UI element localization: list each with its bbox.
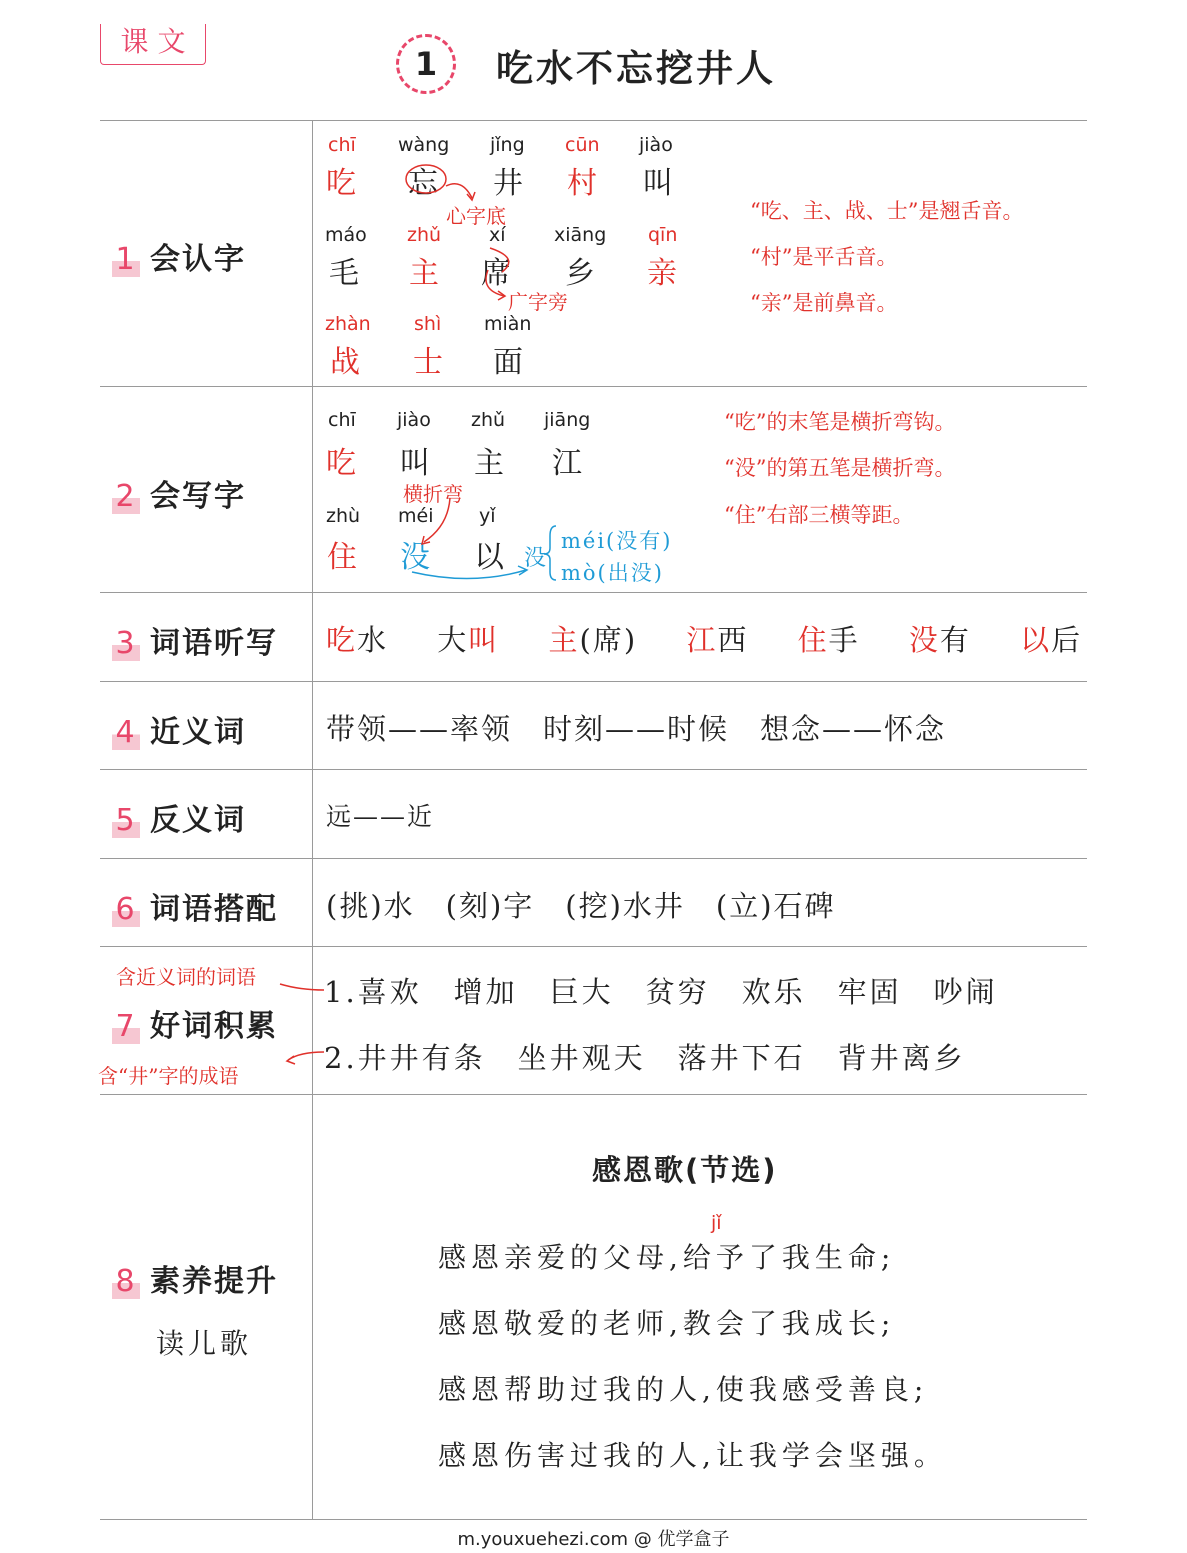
divider	[100, 946, 1087, 947]
polyphone-char: 没	[524, 546, 547, 571]
pinyin: shì	[414, 313, 442, 335]
stroke-note-heng: 横折弯	[403, 482, 463, 506]
poem-line: 感恩伤害过我的人,让我学会坚强。	[438, 1439, 947, 1472]
dictation-word: 住手	[797, 623, 860, 657]
pronunciation-note: “亲”是前鼻音。	[750, 291, 898, 315]
poem-line: 感恩亲爱的父母,给予了我生命;	[438, 1241, 896, 1274]
pinyin: jiào	[639, 134, 673, 156]
character: 士	[413, 345, 443, 380]
row-sublabel-read-song: 读儿歌	[156, 1327, 253, 1360]
page-title: 吃水不忘挖井人	[496, 47, 776, 90]
pinyin: jiào	[397, 409, 431, 431]
pinyin: zhǔ	[471, 409, 506, 431]
character: 江	[552, 446, 582, 481]
divider	[100, 592, 1087, 593]
row-label-antonyms: 5 反义词	[112, 795, 246, 839]
words-annotation: 含“井”字的成语	[98, 1064, 239, 1088]
character: 忘	[408, 166, 438, 201]
pinyin: zhù	[326, 505, 361, 527]
stroke-note: “吃”的末笔是横折弯钩。	[724, 410, 956, 434]
footer-source: m.youxuehezi.com @ 优学盒子	[457, 1529, 730, 1550]
words-annotation-arrows	[270, 960, 330, 1080]
divider	[100, 1519, 1087, 1520]
pronunciation-note: “吃、主、战、士”是翘舌音。	[750, 199, 1024, 223]
dictation-words	[326, 618, 1082, 659]
divider	[100, 858, 1087, 859]
character: 毛	[329, 256, 359, 291]
pinyin: jǐng	[490, 134, 525, 156]
words-annotation: 含近义词的词语	[116, 965, 256, 989]
polyphone-reading: méi(没有)	[561, 529, 673, 553]
stroke-note: “住”右部三横等距。	[724, 503, 914, 527]
synonyms-line: 带领——率领 时刻——时候 想念——怀念	[326, 712, 947, 746]
good-words-line: 1.喜欢 增加 巨大 贫穷 欢乐 牢固 吵闹	[324, 975, 998, 1009]
column-divider	[312, 120, 313, 1519]
divider	[100, 386, 1087, 387]
divider	[100, 1094, 1087, 1095]
pinyin: qīn	[648, 224, 678, 246]
pinyin-ji: jǐ	[711, 1212, 722, 1234]
character: 主	[409, 256, 439, 291]
character: 吃	[326, 446, 356, 481]
poem-line: 感恩帮助过我的人,使我感受善良;	[438, 1373, 929, 1406]
badge-text: 课 文	[120, 25, 186, 58]
character: 井	[493, 166, 523, 201]
pinyin: jiāng	[544, 409, 591, 431]
character: 叫	[643, 166, 673, 201]
pinyin: chī	[328, 409, 356, 431]
character: 乡	[565, 256, 595, 291]
pinyin: zhàn	[325, 313, 371, 335]
character: 主	[474, 446, 504, 481]
character: 村	[567, 166, 597, 201]
poem-line: 感恩敬爱的老师,教会了我成长;	[438, 1307, 896, 1340]
pronunciation-note: “村”是平舌音。	[750, 245, 898, 269]
pinyin: wàng	[398, 134, 450, 156]
character: 吃	[326, 166, 356, 201]
dictation-word: 以后	[1020, 623, 1083, 657]
row-label-write: 2 会写字	[112, 471, 246, 515]
dictation-word: 没有	[908, 623, 971, 657]
character: 面	[493, 345, 523, 380]
lesson-number: 1	[396, 34, 456, 94]
row-label-literacy: 8 素养提升	[112, 1256, 278, 1300]
polyphone-reading: mò(出没)	[561, 561, 664, 585]
pinyin: máo	[325, 224, 367, 246]
character: 亲	[647, 256, 677, 291]
divider	[100, 769, 1087, 770]
antonyms-line: 远——近	[326, 802, 435, 831]
character: 战	[330, 345, 360, 380]
dictation-word: 大叫	[437, 623, 500, 657]
radical-note-xin: 心字底	[446, 204, 506, 228]
dictation-word: 江西	[686, 623, 749, 657]
pinyin: xiāng	[554, 224, 607, 246]
pinyin: méi	[398, 505, 434, 527]
pinyin: xí	[489, 224, 506, 246]
character: 席	[481, 256, 511, 291]
collocations-line: (挑)水 (刻)字 (挖)水井 (立)石碑	[326, 889, 836, 923]
pinyin: cūn	[565, 134, 600, 156]
stroke-annotation-arrows	[312, 386, 592, 586]
pinyin: chī	[328, 134, 356, 156]
lesson-badge	[100, 24, 206, 65]
character: 叫	[400, 446, 430, 481]
pinyin: miàn	[484, 313, 532, 335]
dictation-word: 主(席)	[548, 623, 638, 657]
idioms-line: 2.井井有条 坐井观天 落井下石 背井离乡	[324, 1041, 966, 1075]
radical-note-guang: 广字旁	[508, 290, 568, 314]
divider	[100, 681, 1087, 682]
row-label-dictation: 3 词语听写	[112, 618, 278, 662]
row-label-collocations: 6 词语搭配	[112, 884, 278, 928]
row-label-synonyms: 4 近义词	[112, 707, 246, 751]
poem-title: 感恩歌(节选)	[592, 1153, 778, 1187]
row-label-recognize: 1 会认字	[112, 234, 246, 278]
character: 住	[327, 540, 357, 575]
pinyin: zhǔ	[407, 224, 442, 246]
dictation-word: 吃水	[326, 623, 389, 657]
row-label-words: 7 好词积累	[112, 1001, 278, 1045]
stroke-note: “没”的第五笔是横折弯。	[724, 456, 956, 480]
pinyin: yǐ	[479, 505, 496, 527]
character: 以	[474, 540, 504, 575]
character: 没	[400, 540, 430, 575]
